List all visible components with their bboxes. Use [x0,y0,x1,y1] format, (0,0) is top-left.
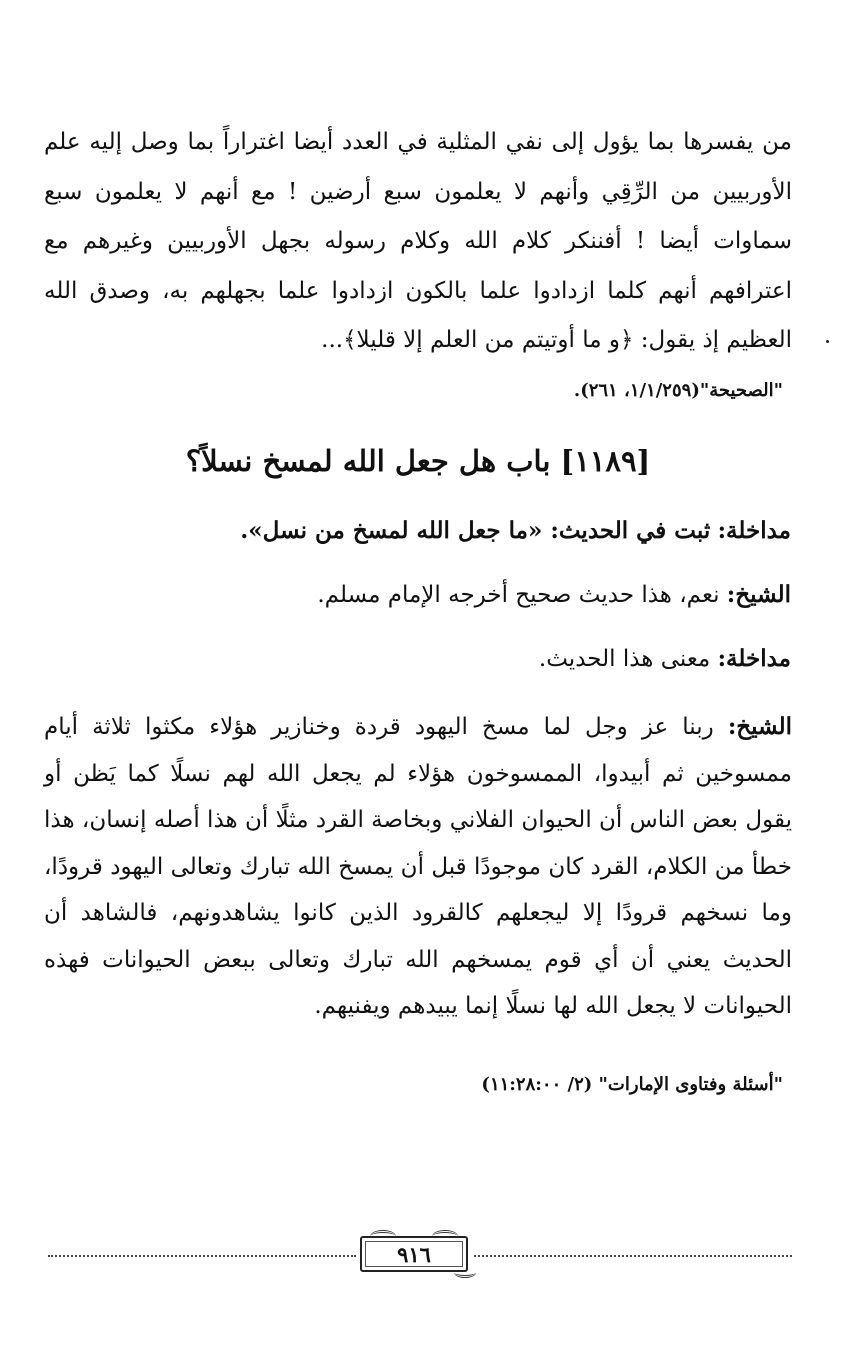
sheikh-answer-paragraph [44,704,792,1030]
source-citation-sahiha: "الصحيحة"(١/١/٢٥٩، ٢٦١). [573,380,783,401]
footer-dotted-rule [48,1255,356,1257]
page-number-frame [360,1236,468,1272]
dialog-line-question [240,517,791,544]
answer-text: ربنا عز وجل لما مسخ اليهود قردة وخنازير هؤلاء مكثوا ثلاثة أيام ممسوخين ثم أبيدوا، الممسوخون هؤلاء لم يجعل الله لهم نسلًا كما يَظن أو يقول بعض الناس أن الحيوان الفلاني وبخاصة القرد مثلًا أن هذا أصله إنسان، هذا خطأ من الكلام، القرد كان موجودًا قبل أن يمسخ الله تبارك وتعالى اليهود قرودًا، وما نسخهم قرودًا إلا ليجعلهم كالقرود الذين كانوا يشاهدونهم، فالشاهد أن الحديث يعني أن أي قوم يمسخهم الله تبارك وتعالى ببعض الحيوانات فهذه الحيوانات لا يجعل الله لها نسلًا إنما يبيدهم ويفنيهم. [44,714,792,1019]
source-citation-emirates: "أسئلة وفتاوى الإمارات" (٢/ ١١:٢٨:٠٠) [481,1074,783,1095]
speaker-label: الشيخ: [726,581,791,608]
continuation-paragraph: من يفسرها بما يؤول إلى نفي المثلية في العدد أيضا اغتراراً بما وصل إليه علم الأوربيين من الرِّقِي وأنهم لا يعلمون سبع أرضين ! مع أنهم لا يعلمون سبع سماوات أيضا ! أفننكر كلام الله وكلام رسوله بجهل الأوربيين وغيرهم مع اعترافهم أنهم كلما ازدادوا علما بالكون ازدادوا علما بجهلهم به، وصدق الله العظيم إذ يقول: ﴿و ما أوتيتم من العلم إلا قليلا﴾... [44,129,792,353]
dialog-line-followup [539,645,791,672]
footer-dotted-rule [474,1255,792,1257]
dialog-text: معنى هذا الحديث. [538,646,711,672]
scan-speck [826,340,829,343]
dialog-line-answer [317,581,791,608]
speaker-label: مداخلة: [717,645,791,672]
dialog-text: نعم، هذا حديث صحيح أخرجه الإمام مسلم. [317,582,720,608]
page-number: ٩١٦ [397,1241,431,1267]
speaker-label: مداخلة: [717,517,791,544]
dialog-text: ثبت في الحديث: «ما جعل الله لمسخ من نسل». [240,517,711,544]
chapter-heading: [١١٨٩] باب هل جعل الله لمسخ نسلاً؟ [185,444,651,478]
speaker-label: الشيخ: [727,713,793,740]
